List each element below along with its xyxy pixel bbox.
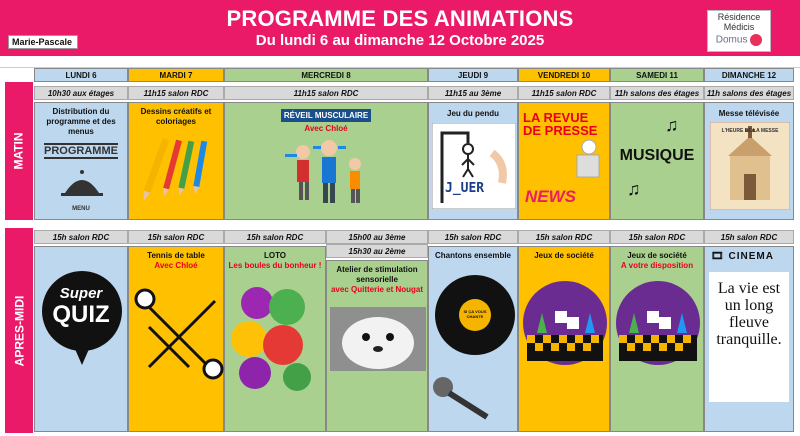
activity-title: Tennis de table [147, 251, 205, 260]
activity-cell-tuesday-afternoon [128, 246, 224, 432]
activity-cell-sunday-morning [704, 102, 794, 220]
quiz-label: QUIZ [52, 301, 110, 328]
time-slot: 11h15 salon RDC [224, 86, 428, 100]
activity-cell-sunday-afternoon [704, 246, 794, 432]
activity-cell-saturday-afternoon [610, 246, 704, 432]
activity-subtitle: Avec Chloé [154, 261, 198, 270]
day-header-wednesday: MERCREDI 8 [224, 68, 428, 82]
cinema-label: 🎞 CINEMA [711, 251, 774, 262]
activity-subtitle: Avec Chloé [304, 124, 348, 133]
activity-title: LOTO [263, 251, 287, 260]
activity-title: Jeux de société [627, 251, 687, 260]
activity-cell-thursday-morning [428, 102, 518, 220]
activity-cell-monday-morning [34, 102, 128, 220]
residence-line1: Résidence [717, 12, 761, 22]
time-slot: 15h salon RDC [34, 230, 128, 244]
time-slot: 15h salon RDC [224, 230, 326, 244]
activity-title: Distribution du programme et des menus [46, 107, 116, 136]
activity-title: Jeu du pendu [447, 109, 499, 118]
exercising-seniors-icon [225, 134, 429, 214]
activity-cell-thursday-afternoon [428, 246, 518, 432]
activity-subtitle: A votre disposition [620, 261, 694, 270]
time-slot: 15h salon RDC [704, 230, 794, 244]
time-slot: 10h30 aux étages [34, 86, 128, 100]
seal-robot-icon [330, 307, 426, 371]
activity-title: Dessins créatifs et coloriages [140, 107, 212, 126]
section-label-afternoon: APRES-MIDI [5, 228, 33, 433]
page-subtitle: Du lundi 6 au dimanche 12 Octobre 2025 [255, 32, 545, 49]
activity-cell-wednesday-afternoon-2 [326, 260, 428, 432]
music-note-icon: ♫ [665, 115, 679, 135]
activity-title: Atelier de stimulation sensorielle [336, 265, 418, 284]
time-slot: 15h salon RDC [610, 230, 704, 244]
vinyl-microphone-icon [429, 261, 519, 421]
hangman-icon [432, 123, 516, 209]
activity-cell-tuesday-morning [128, 102, 224, 220]
reveil-musculaire-banner: RÉVEIL MUSCULAIRE [281, 109, 371, 122]
music-note-icon: ♫ [627, 179, 641, 199]
time-slot: 11h salons des étages [610, 86, 704, 100]
day-header-saturday: SAMEDI 11 [610, 68, 704, 82]
ping-pong-icon [129, 277, 225, 387]
activity-cell-wednesday-afternoon [224, 246, 326, 432]
activity-subtitle: Les boules du bonheur ! [228, 261, 322, 270]
musique-label: MUSIQUE [619, 147, 695, 164]
movie-poster-title: La vie est un long fleuve tranquille. [709, 272, 789, 402]
residence-logo [707, 10, 771, 52]
author-name: Marie-Pascale [8, 35, 78, 49]
activity-cell-friday-morning [518, 102, 610, 220]
day-header-friday: VENDREDI 10 [518, 68, 610, 82]
activity-title: Chantons ensemble [434, 251, 511, 260]
section-label-morning: MATIN [5, 82, 33, 220]
activity-title: Messe télévisée [718, 109, 780, 118]
time-slot: 15h00 au 3ème [326, 230, 428, 244]
activity-subtitle: avec Quitterie et Nougat [330, 285, 424, 294]
time-slot: 11h15 au 3ème [428, 86, 518, 100]
programme-label: PROGRAMME [44, 145, 118, 157]
time-slot: 15h salon RDC [518, 230, 610, 244]
board-game-icon [611, 275, 705, 375]
lotto-balls-icon [225, 277, 327, 397]
si-ca-vous-chante-label: SI ÇA VOUS CHANTE [463, 309, 487, 319]
super-label: Super [59, 285, 103, 302]
activity-cell-wednesday-morning [224, 102, 428, 220]
time-slot: 15h salon RDC [428, 230, 518, 244]
heart-icon [750, 34, 762, 46]
activity-cell-monday-afternoon [34, 246, 128, 432]
activity-cell-friday-afternoon [518, 246, 610, 432]
time-slot: 11h15 salon RDC [128, 86, 224, 100]
brand-name: Domus [715, 34, 748, 46]
day-header-thursday: JEUDI 9 [428, 68, 518, 82]
cloche-icon [35, 163, 129, 207]
reading-figure-icon [519, 137, 611, 185]
time-slot: 15h30 au 2ème [326, 244, 428, 258]
activity-cell-saturday-morning [610, 102, 704, 220]
day-header-monday: LUNDI 6 [34, 68, 128, 82]
heure-messe-label: L'HEURE DE LA MESSE [721, 128, 779, 134]
news-label: NEWS [525, 187, 576, 206]
time-slot: 11h15 salon RDC [518, 86, 610, 100]
time-slot: 15h salon RDC [128, 230, 224, 244]
day-header-tuesday: MARDI 7 [128, 68, 224, 82]
menu-label: MENU [72, 206, 90, 212]
activity-title: Jeux de société [534, 251, 594, 260]
revue-presse-label: LA REVUE DE PRESSE [523, 110, 598, 138]
board-game-icon [519, 275, 611, 375]
church-icon [710, 122, 790, 210]
residence-line2: Médicis [723, 22, 755, 32]
hangman-word: J_UER [445, 181, 485, 196]
time-slot: 11h salons des étages [704, 86, 794, 100]
day-header-sunday: DIMANCHE 12 [704, 68, 794, 82]
spreadsheet-gridline [0, 56, 800, 68]
colored-pencils-icon [129, 127, 225, 215]
page-title: PROGRAMME DES ANIMATIONS [226, 6, 574, 31]
